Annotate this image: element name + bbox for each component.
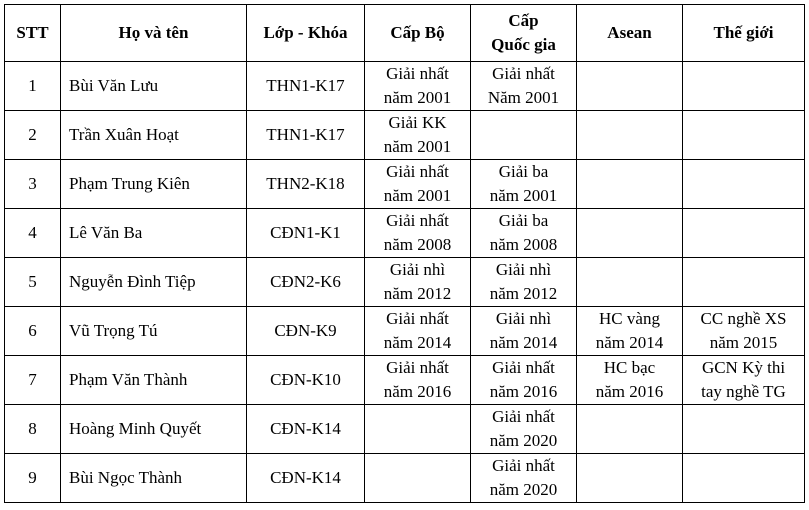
table-row bbox=[5, 356, 805, 405]
cell-cap-bo-line-1: Giải nhất bbox=[386, 211, 449, 230]
cell-cap-quoc-gia-line-2: năm 2016 bbox=[489, 382, 558, 401]
cell-the-gioi bbox=[683, 209, 805, 258]
cell-cap-quoc-gia-line-2: năm 2014 bbox=[489, 333, 558, 352]
cell-asean-line-2: năm 2016 bbox=[595, 382, 664, 401]
table-row bbox=[5, 454, 805, 503]
cell-cap-quoc-gia-line-1: Giải nhất bbox=[492, 456, 555, 475]
header-cap-quoc-gia-line-2: Quốc gia bbox=[491, 35, 556, 54]
cell-name: Phạm Trung Kiên bbox=[61, 160, 247, 209]
cell-cap-bo bbox=[365, 454, 471, 503]
cell-cap-bo-line-2: năm 2001 bbox=[383, 186, 452, 205]
cell-cap-quoc-gia bbox=[471, 405, 577, 454]
header-cap-quoc-gia bbox=[471, 5, 577, 62]
cell-name: Hoàng Minh Quyết bbox=[61, 405, 247, 454]
table-row bbox=[5, 258, 805, 307]
cell-stt: 7 bbox=[5, 356, 61, 405]
cell-asean bbox=[577, 405, 683, 454]
cell-asean bbox=[577, 307, 683, 356]
cell-class: THN1-K17 bbox=[247, 62, 365, 111]
cell-cap-quoc-gia-line-2: Năm 2001 bbox=[487, 88, 560, 107]
cell-asean bbox=[577, 454, 683, 503]
cell-cap-bo-line-1: Giải nhất bbox=[386, 309, 449, 328]
cell-cap-quoc-gia-line-2: năm 2008 bbox=[489, 235, 558, 254]
cell-cap-quoc-gia bbox=[471, 111, 577, 160]
cell-class: THN1-K17 bbox=[247, 111, 365, 160]
cell-asean bbox=[577, 356, 683, 405]
cell-cap-bo bbox=[365, 160, 471, 209]
cell-asean bbox=[577, 111, 683, 160]
cell-class: CĐN-K14 bbox=[247, 405, 365, 454]
cell-cap-bo bbox=[365, 307, 471, 356]
cell-cap-quoc-gia-line-2: năm 2020 bbox=[489, 431, 558, 450]
cell-asean bbox=[577, 209, 683, 258]
cell-cap-quoc-gia bbox=[471, 356, 577, 405]
cell-cap-bo-line-2: năm 2012 bbox=[383, 284, 452, 303]
cell-cap-bo bbox=[365, 356, 471, 405]
cell-cap-bo-line-1: Giải nhất bbox=[386, 358, 449, 377]
cell-cap-bo bbox=[365, 62, 471, 111]
cell-the-gioi bbox=[683, 62, 805, 111]
header-the-gioi: Thế giới bbox=[683, 5, 805, 62]
cell-cap-bo bbox=[365, 258, 471, 307]
cell-the-gioi bbox=[683, 111, 805, 160]
header-cap-quoc-gia-line-1: Cấp bbox=[508, 11, 539, 30]
cell-asean-line-1: HC bạc bbox=[603, 358, 656, 377]
cell-cap-bo-line-2: năm 2001 bbox=[383, 88, 452, 107]
cell-stt: 5 bbox=[5, 258, 61, 307]
cell-asean bbox=[577, 62, 683, 111]
table-row bbox=[5, 160, 805, 209]
cell-the-gioi-line-2: tay nghề TG bbox=[701, 382, 786, 401]
cell-class: CĐN1-K1 bbox=[247, 209, 365, 258]
header-class: Lớp - Khóa bbox=[247, 5, 365, 62]
table-row bbox=[5, 111, 805, 160]
cell-cap-bo-line-1: Giải KK bbox=[388, 113, 447, 132]
cell-class: CĐN-K10 bbox=[247, 356, 365, 405]
cell-stt: 6 bbox=[5, 307, 61, 356]
cell-cap-bo-line-1: Giải nhì bbox=[389, 260, 446, 279]
cell-the-gioi bbox=[683, 160, 805, 209]
awards-table bbox=[4, 4, 805, 503]
cell-cap-quoc-gia-line-1: Giải nhì bbox=[495, 309, 552, 328]
cell-name: Trần Xuân Hoạt bbox=[61, 111, 247, 160]
header-asean: Asean bbox=[577, 5, 683, 62]
cell-cap-quoc-gia-line-1: Giải nhất bbox=[492, 64, 555, 83]
cell-the-gioi-line-2: năm 2015 bbox=[709, 333, 778, 352]
cell-cap-quoc-gia-line-1: Giải nhì bbox=[495, 260, 552, 279]
cell-cap-quoc-gia-line-2: năm 2020 bbox=[489, 480, 558, 499]
cell-name: Bùi Ngọc Thành bbox=[61, 454, 247, 503]
cell-the-gioi bbox=[683, 405, 805, 454]
cell-cap-quoc-gia-line-1: Giải nhất bbox=[492, 407, 555, 426]
header-row bbox=[5, 5, 805, 62]
table-row bbox=[5, 307, 805, 356]
cell-stt: 2 bbox=[5, 111, 61, 160]
cell-name: Vũ Trọng Tú bbox=[61, 307, 247, 356]
cell-stt: 1 bbox=[5, 62, 61, 111]
cell-name: Nguyễn Đình Tiệp bbox=[61, 258, 247, 307]
cell-class: CĐN-K9 bbox=[247, 307, 365, 356]
cell-stt: 9 bbox=[5, 454, 61, 503]
cell-cap-quoc-gia bbox=[471, 62, 577, 111]
header-stt: STT bbox=[5, 5, 61, 62]
cell-the-gioi bbox=[683, 356, 805, 405]
cell-cap-quoc-gia-line-1: Giải ba bbox=[498, 162, 549, 181]
cell-stt: 8 bbox=[5, 405, 61, 454]
cell-cap-quoc-gia bbox=[471, 454, 577, 503]
table-row bbox=[5, 62, 805, 111]
cell-the-gioi-line-1: GCN Kỳ thi bbox=[701, 358, 786, 377]
cell-name: Bùi Văn Lưu bbox=[61, 62, 247, 111]
cell-asean bbox=[577, 258, 683, 307]
cell-cap-bo-line-2: năm 2008 bbox=[383, 235, 452, 254]
cell-name: Phạm Văn Thành bbox=[61, 356, 247, 405]
cell-stt: 3 bbox=[5, 160, 61, 209]
cell-asean-line-2: năm 2014 bbox=[595, 333, 664, 352]
cell-the-gioi-line-1: CC nghề XS bbox=[700, 309, 787, 328]
cell-the-gioi bbox=[683, 307, 805, 356]
cell-cap-quoc-gia bbox=[471, 307, 577, 356]
cell-class: CĐN2-K6 bbox=[247, 258, 365, 307]
cell-cap-bo-line-1: Giải nhất bbox=[386, 162, 449, 181]
cell-cap-bo-line-2: năm 2001 bbox=[383, 137, 452, 156]
cell-cap-bo bbox=[365, 209, 471, 258]
cell-asean bbox=[577, 160, 683, 209]
cell-cap-bo bbox=[365, 111, 471, 160]
header-name: Họ và tên bbox=[61, 5, 247, 62]
cell-cap-bo-line-2: năm 2016 bbox=[383, 382, 452, 401]
cell-cap-quoc-gia-line-1: Giải ba bbox=[498, 211, 549, 230]
cell-asean-line-1: HC vàng bbox=[599, 309, 660, 328]
header-cap-bo: Cấp Bộ bbox=[365, 5, 471, 62]
cell-the-gioi bbox=[683, 258, 805, 307]
cell-cap-bo-line-1: Giải nhất bbox=[386, 64, 449, 83]
cell-cap-quoc-gia-line-2: năm 2001 bbox=[489, 186, 558, 205]
cell-cap-quoc-gia-line-1: Giải nhất bbox=[492, 358, 555, 377]
cell-cap-quoc-gia bbox=[471, 160, 577, 209]
table-row bbox=[5, 209, 805, 258]
cell-class: CĐN-K14 bbox=[247, 454, 365, 503]
cell-cap-bo bbox=[365, 405, 471, 454]
cell-name: Lê Văn Ba bbox=[61, 209, 247, 258]
cell-cap-quoc-gia-line-2: năm 2012 bbox=[489, 284, 558, 303]
cell-stt: 4 bbox=[5, 209, 61, 258]
cell-cap-quoc-gia bbox=[471, 258, 577, 307]
cell-cap-bo-line-2: năm 2014 bbox=[383, 333, 452, 352]
cell-the-gioi bbox=[683, 454, 805, 503]
cell-cap-quoc-gia bbox=[471, 209, 577, 258]
cell-class: THN2-K18 bbox=[247, 160, 365, 209]
table-row bbox=[5, 405, 805, 454]
